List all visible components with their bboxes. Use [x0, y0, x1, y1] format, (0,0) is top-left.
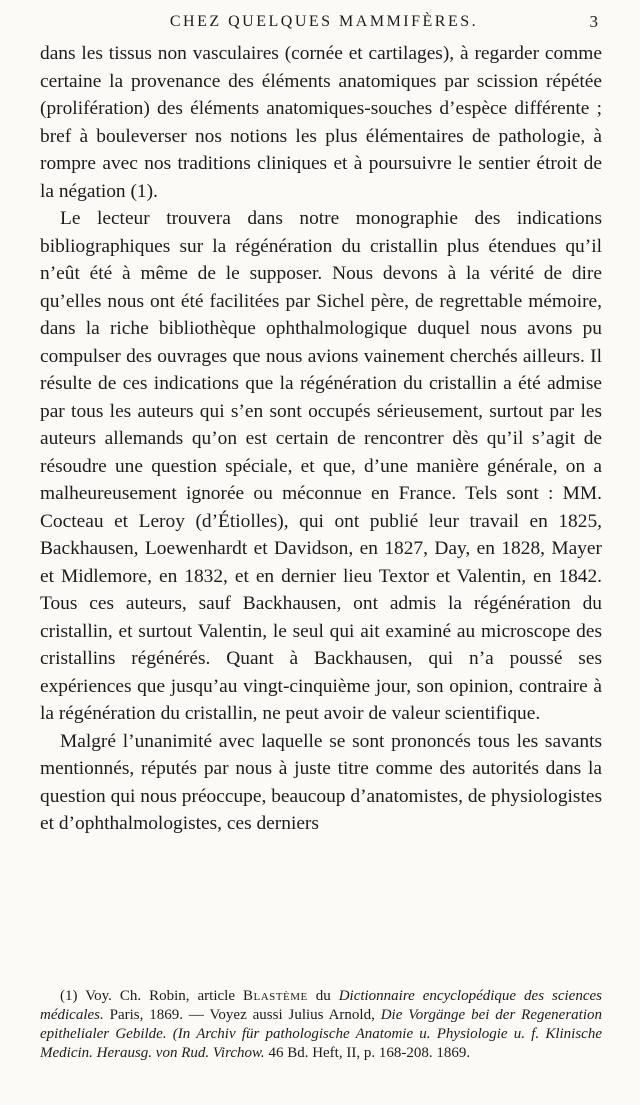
footnote-keyword: Blastème: [242, 988, 308, 1004]
body-text: [40, 40, 602, 838]
footnote-text-3: Paris, 1869. — Voyez aussi Julius Arnold,: [109, 1007, 375, 1023]
paragraph-3: Malgré l’unanimité avec laquelle se sont prononcés tous les savants mentionnés, réputés par nous à juste titre comme des autorités dans la question qui nous préoccupe, beaucoup d’anatomistes, de physiologistes et d’ophthalmologistes, ces derniers: [40, 730, 602, 834]
footnote-source-2: Die Vorgänge bei der Regeneration epithelialer Gebilde. (In Archiv für pathologische Anatomie u. Physiologie u. f. Klinische Medicin. Herausg. von Rud. Virchow.: [40, 1007, 602, 1061]
paragraph-1: dans les tissus non vasculaires (cornée et cartilages), à regarder comme certaine la provenance des éléments anatomiques par scission répétée (prolifération) des éléments anatomiques-souches d’espèce différente ; bref à bouleverser nos notions les plus élémentaires de pathologie, à rompre avec nos traditions cliniques et à poursuivre le sentier étroit de la négation (1).: [40, 43, 602, 202]
page-number: 3: [589, 12, 598, 31]
footnote-marker: (1): [60, 988, 78, 1004]
footnote: [40, 987, 602, 1063]
footnote-source-1: Dictionnaire encyclopédique des sciences médicales.: [40, 988, 602, 1023]
footnote-text-1: Voy. Ch. Robin, article: [85, 988, 235, 1004]
footnote-text-4: 46 Bd. Heft, II, p. 168-208. 1869.: [268, 1045, 471, 1061]
footnote-text-2: du: [315, 988, 331, 1004]
paragraph-2: Le lecteur trouvera dans notre monographie des indications bibliographiques sur la régénération du cristallin plus étendues qu’il n’eût été à même de le supposer. Nous devons à la vérité de dire qu’elles nous ont été facilitées par Sichel père, de regrettable mémoire, dans la riche bibliothèque ophthalmologique duquel nous avons pu compulser des ouvrages que nous avions vainement cherchés ailleurs. Il résulte de ces indications que la régénération du cristallin a été admise par tous les auteurs qui s’en sont occupés sérieusement, surtout par les auteurs allemands qu’on est certain de rencontrer dès qu’il s’agit de résoudre une question spéciale, et que, d’une manière générale, on a malheureusement ignorée ou méconnue en France. Tels sont : MM. Cocteau et Leroy (d’Étiolles), qui ont publié leur travail en 1825, Backhausen, Loewenhardt et Davidson, en 1827, Day, en 1828, Mayer et Midlemore, en 1832, et en dernier lieu Textor et Valentin, en 1842. Tous ces auteurs, sauf Backhausen, ont admis la régénération du cristallin, et surtout Valentin, le seul qui ait examiné au microscope des cristallins régénérés. Quant à Backhausen, qui n’a poussé ses expériences que jusqu’au vingt-cinquième jour, son opinion, contraire à la régénération du cristallin, ne peut avoir de valeur scientifique.: [40, 208, 602, 724]
running-head: [40, 8, 608, 36]
running-title: CHEZ QUELQUES MAMMIFÈRES.: [169, 13, 479, 30]
